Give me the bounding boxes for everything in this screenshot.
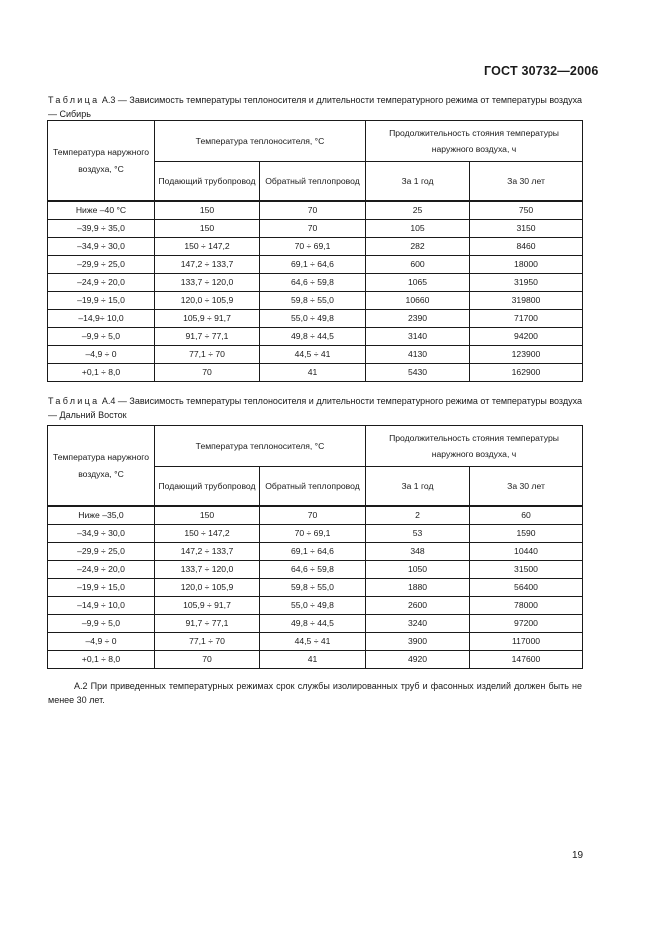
cell-return-temp: 44,5 ÷ 41 bbox=[260, 346, 366, 364]
table-a4-caption-label: Таблица bbox=[48, 396, 100, 406]
header-per-30-years: За 30 лет bbox=[470, 467, 583, 507]
cell-hours-30-years: 750 bbox=[470, 201, 583, 220]
cell-supply-temp: 150 ÷ 147,2 bbox=[155, 525, 260, 543]
cell-supply-temp: 150 bbox=[155, 220, 260, 238]
header-supply-pipe: Подающий трубопровод bbox=[155, 467, 260, 507]
cell-outdoor-temp: –29,9 ÷ 25,0 bbox=[48, 543, 155, 561]
cell-return-temp: 70 bbox=[260, 201, 366, 220]
cell-hours-per-year: 1880 bbox=[366, 579, 470, 597]
cell-return-temp: 70 ÷ 69,1 bbox=[260, 525, 366, 543]
cell-hours-30-years: 56400 bbox=[470, 579, 583, 597]
cell-hours-per-year: 3900 bbox=[366, 633, 470, 651]
cell-return-temp: 55,0 ÷ 49,8 bbox=[260, 310, 366, 328]
cell-return-temp: 69,1 ÷ 64,6 bbox=[260, 543, 366, 561]
table-row bbox=[48, 561, 583, 579]
cell-return-temp: 59,8 ÷ 55,0 bbox=[260, 292, 366, 310]
cell-outdoor-temp: –39,9 ÷ 35,0 bbox=[48, 220, 155, 238]
cell-hours-30-years: 319800 bbox=[470, 292, 583, 310]
table-row bbox=[48, 579, 583, 597]
header-outdoor-temp: Температура наружного воздуха, °С bbox=[48, 426, 155, 507]
header-return-pipe: Обратный теплопровод bbox=[260, 467, 366, 507]
cell-hours-30-years: 147600 bbox=[470, 651, 583, 669]
cell-hours-per-year: 1050 bbox=[366, 561, 470, 579]
cell-hours-30-years: 97200 bbox=[470, 615, 583, 633]
cell-outdoor-temp: Ниже –35,0 bbox=[48, 506, 155, 525]
header-per-year: За 1 год bbox=[366, 467, 470, 507]
cell-hours-per-year: 25 bbox=[366, 201, 470, 220]
table-a4-caption-text: А.4 — Зависимость температуры теплоносителя и длительности температурного режима от температуры воздуха — Дальний Восток bbox=[48, 396, 583, 420]
cell-supply-temp: 150 ÷ 147,2 bbox=[155, 238, 260, 256]
cell-supply-temp: 147,2 ÷ 133,7 bbox=[155, 543, 260, 561]
cell-return-temp: 44,5 ÷ 41 bbox=[260, 633, 366, 651]
header-supply-pipe: Подающий трубопровод bbox=[155, 162, 260, 202]
cell-supply-temp: 105,9 ÷ 91,7 bbox=[155, 597, 260, 615]
cell-return-temp: 69,1 ÷ 64,6 bbox=[260, 256, 366, 274]
cell-outdoor-temp: –24,9 ÷ 20,0 bbox=[48, 274, 155, 292]
cell-return-temp: 70 bbox=[260, 506, 366, 525]
cell-hours-per-year: 2 bbox=[366, 506, 470, 525]
cell-hours-per-year: 2600 bbox=[366, 597, 470, 615]
cell-return-temp: 64,6 ÷ 59,8 bbox=[260, 274, 366, 292]
cell-outdoor-temp: +0,1 ÷ 8,0 bbox=[48, 651, 155, 669]
cell-hours-30-years: 60 bbox=[470, 506, 583, 525]
cell-supply-temp: 147,2 ÷ 133,7 bbox=[155, 256, 260, 274]
cell-outdoor-temp: –4,9 ÷ 0 bbox=[48, 346, 155, 364]
cell-outdoor-temp: –14,9 ÷ 10,0 bbox=[48, 597, 155, 615]
cell-hours-per-year: 600 bbox=[366, 256, 470, 274]
cell-return-temp: 70 bbox=[260, 220, 366, 238]
table-a4-caption bbox=[48, 395, 582, 422]
note-a2: А.2 При приведенных температурных режимах срок службы изолированных труб и фасонных изделий должен быть не менее 30 лет. bbox=[48, 681, 582, 705]
page-number: 19 bbox=[572, 850, 584, 861]
cell-outdoor-temp: –19,9 ÷ 15,0 bbox=[48, 292, 155, 310]
cell-return-temp: 55,0 ÷ 49,8 bbox=[260, 597, 366, 615]
cell-hours-30-years: 31500 bbox=[470, 561, 583, 579]
cell-hours-30-years: 3150 bbox=[470, 220, 583, 238]
header-per-30-years: За 30 лет bbox=[470, 162, 583, 202]
header-coolant-temp: Температура теплоносителя, °С bbox=[155, 426, 366, 467]
cell-hours-per-year: 105 bbox=[366, 220, 470, 238]
table-row bbox=[48, 597, 583, 615]
header-duration: Продолжительность стояния температуры наружного воздуха, ч bbox=[366, 426, 583, 467]
cell-hours-30-years: 123900 bbox=[470, 346, 583, 364]
cell-hours-30-years: 31950 bbox=[470, 274, 583, 292]
table-row bbox=[48, 220, 583, 238]
cell-hours-per-year: 3140 bbox=[366, 328, 470, 346]
cell-outdoor-temp: Ниже –40 °С bbox=[48, 201, 155, 220]
table-row bbox=[48, 238, 583, 256]
cell-outdoor-temp: –29,9 ÷ 25,0 bbox=[48, 256, 155, 274]
cell-supply-temp: 70 bbox=[155, 364, 260, 382]
cell-hours-per-year: 3240 bbox=[366, 615, 470, 633]
cell-return-temp: 64,6 ÷ 59,8 bbox=[260, 561, 366, 579]
cell-hours-30-years: 78000 bbox=[470, 597, 583, 615]
cell-outdoor-temp: –24,9 ÷ 20,0 bbox=[48, 561, 155, 579]
header-per-year: За 1 год bbox=[366, 162, 470, 202]
cell-hours-30-years: 18000 bbox=[470, 256, 583, 274]
cell-outdoor-temp: –9,9 ÷ 5,0 bbox=[48, 615, 155, 633]
cell-hours-per-year: 2390 bbox=[366, 310, 470, 328]
cell-return-temp: 41 bbox=[260, 364, 366, 382]
table-row bbox=[48, 292, 583, 310]
cell-hours-30-years: 117000 bbox=[470, 633, 583, 651]
table-row bbox=[48, 346, 583, 364]
cell-supply-temp: 150 bbox=[155, 201, 260, 220]
table-row bbox=[48, 506, 583, 525]
table-a3-caption-text: А.3 — Зависимость температуры теплоносителя и длительности температурного режима от температуры воздуха — Сибирь bbox=[48, 95, 583, 119]
table-a4 bbox=[47, 425, 583, 669]
cell-hours-per-year: 4130 bbox=[366, 346, 470, 364]
table-a4-body bbox=[48, 506, 583, 669]
table-row bbox=[48, 328, 583, 346]
cell-supply-temp: 70 bbox=[155, 651, 260, 669]
cell-hours-30-years: 10440 bbox=[470, 543, 583, 561]
table-a3-caption bbox=[48, 94, 582, 121]
cell-return-temp: 41 bbox=[260, 651, 366, 669]
cell-supply-temp: 77,1 ÷ 70 bbox=[155, 633, 260, 651]
cell-outdoor-temp: +0,1 ÷ 8,0 bbox=[48, 364, 155, 382]
table-a3-caption-label: Таблица bbox=[48, 95, 100, 105]
table-row bbox=[48, 256, 583, 274]
header-outdoor-temp: Температура наружного воздуха, °С bbox=[48, 121, 155, 202]
cell-hours-30-years: 71700 bbox=[470, 310, 583, 328]
table-row bbox=[48, 651, 583, 669]
cell-outdoor-temp: –34,9 ÷ 30,0 bbox=[48, 238, 155, 256]
cell-outdoor-temp: –9,9 ÷ 5,0 bbox=[48, 328, 155, 346]
cell-hours-per-year: 1065 bbox=[366, 274, 470, 292]
cell-outdoor-temp: –19,9 ÷ 15,0 bbox=[48, 579, 155, 597]
cell-supply-temp: 105,9 ÷ 91,7 bbox=[155, 310, 260, 328]
cell-hours-per-year: 10660 bbox=[366, 292, 470, 310]
table-a3-body bbox=[48, 201, 583, 382]
cell-hours-per-year: 53 bbox=[366, 525, 470, 543]
cell-outdoor-temp: –4,9 ÷ 0 bbox=[48, 633, 155, 651]
cell-supply-temp: 120,0 ÷ 105,9 bbox=[155, 579, 260, 597]
header-return-pipe: Обратный теплопровод bbox=[260, 162, 366, 202]
table-row bbox=[48, 274, 583, 292]
cell-hours-30-years: 8460 bbox=[470, 238, 583, 256]
cell-outdoor-temp: –34,9 ÷ 30,0 bbox=[48, 525, 155, 543]
cell-hours-30-years: 162900 bbox=[470, 364, 583, 382]
cell-supply-temp: 120,0 ÷ 105,9 bbox=[155, 292, 260, 310]
table-row bbox=[48, 543, 583, 561]
cell-supply-temp: 133,7 ÷ 120,0 bbox=[155, 561, 260, 579]
cell-hours-per-year: 348 bbox=[366, 543, 470, 561]
cell-return-temp: 49,8 ÷ 44,5 bbox=[260, 615, 366, 633]
cell-hours-30-years: 94200 bbox=[470, 328, 583, 346]
header-coolant-temp: Температура теплоносителя, °С bbox=[155, 121, 366, 162]
header-duration: Продолжительность стояния температуры наружного воздуха, ч bbox=[366, 121, 583, 162]
cell-supply-temp: 91,7 ÷ 77,1 bbox=[155, 328, 260, 346]
table-row bbox=[48, 201, 583, 220]
cell-supply-temp: 150 bbox=[155, 506, 260, 525]
cell-hours-30-years: 1590 bbox=[470, 525, 583, 543]
document-code: ГОСТ 30732—2006 bbox=[484, 64, 599, 78]
cell-hours-per-year: 5430 bbox=[366, 364, 470, 382]
cell-supply-temp: 77,1 ÷ 70 bbox=[155, 346, 260, 364]
table-row bbox=[48, 310, 583, 328]
table-a3 bbox=[47, 120, 583, 382]
cell-supply-temp: 133,7 ÷ 120,0 bbox=[155, 274, 260, 292]
table-row bbox=[48, 615, 583, 633]
cell-return-temp: 59,8 ÷ 55,0 bbox=[260, 579, 366, 597]
cell-hours-per-year: 282 bbox=[366, 238, 470, 256]
table-row bbox=[48, 364, 583, 382]
cell-hours-per-year: 4920 bbox=[366, 651, 470, 669]
cell-outdoor-temp: –14,9÷ 10,0 bbox=[48, 310, 155, 328]
cell-return-temp: 70 ÷ 69,1 bbox=[260, 238, 366, 256]
cell-supply-temp: 91,7 ÷ 77,1 bbox=[155, 615, 260, 633]
table-row bbox=[48, 633, 583, 651]
cell-return-temp: 49,8 ÷ 44,5 bbox=[260, 328, 366, 346]
table-row bbox=[48, 525, 583, 543]
